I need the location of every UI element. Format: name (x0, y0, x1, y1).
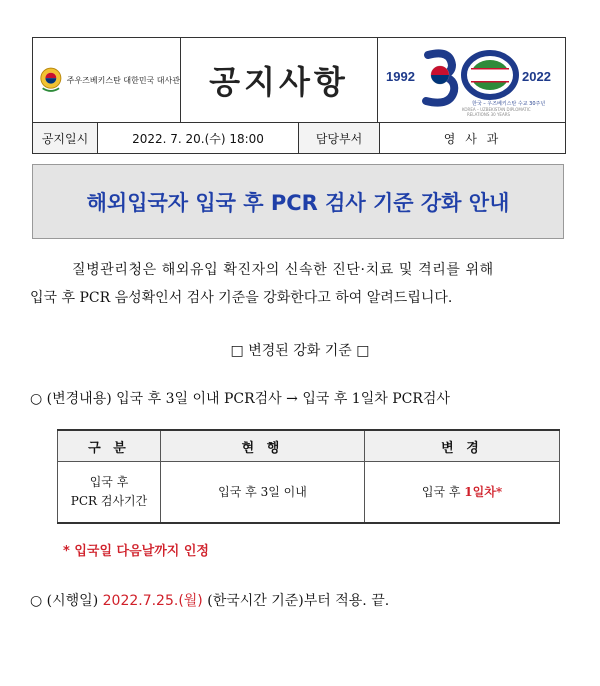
header-info-row (33, 123, 565, 153)
anniversary-caption-en: KOREA – UZBEKISTAN DIPLOMATIC (461, 107, 531, 112)
intro-paragraph (30, 256, 576, 312)
dept-value: 영 사 과 (443, 131, 502, 146)
table-row (58, 462, 560, 524)
title-cell (181, 38, 378, 122)
changed-prefix: 입국 후 (421, 484, 465, 499)
effective-date-line (30, 590, 389, 610)
header-changed: 변 경 (365, 430, 560, 462)
intro-line-1: 질병관리청은 해외유입 확진자의 신속한 진단·치료 및 격리를 위해 (72, 262, 494, 278)
header-category: 구 분 (58, 430, 161, 462)
notice-title: 공지사항 (209, 63, 349, 101)
section-subhead: □ 변경된 강화 기준 □ (230, 343, 370, 359)
effective-suffix: (한국시간 기준)부터 적용. 끝. (202, 593, 390, 609)
embassy-name: 주우즈베키스탄 대한민국 대사관 (66, 75, 180, 85)
dept-label: 담당부서 (299, 123, 380, 153)
intro-line-2: 입국 후 PCR 음성확인서 검사 기준을 강화한다고 하여 알려드립니다. (30, 290, 453, 306)
date-label: 공지일시 (33, 123, 98, 153)
year-start: 1992 (385, 69, 415, 84)
date-value: 2022. 7. 20.(수) 18:00 (98, 123, 299, 153)
effective-prefix: ○ (시행일) (30, 593, 103, 609)
banner-title: 해외입국자 입국 후 PCR 검사 기준 강화 안내 (86, 190, 510, 215)
changed-highlight: 1일차* (464, 484, 503, 499)
comparison-table (57, 429, 560, 524)
category-line-2: PCR 검사기간 (70, 494, 148, 508)
cell-current: 입국 후 3일 이내 (161, 462, 365, 524)
embassy-cell (33, 38, 181, 122)
footnote: * 입국일 다음날까지 인정 (63, 544, 209, 559)
cell-changed (365, 462, 560, 524)
anniversary-caption: 한국 – 우즈베키스탄 수교 30주년 (471, 101, 545, 107)
header-current: 현 행 (161, 430, 365, 462)
title-banner (32, 164, 564, 239)
notice-header (32, 37, 566, 154)
category-line-1: 입국 후 (89, 475, 129, 489)
change-summary: ○ (변경내용) 입국 후 3일 이내 PCR검사 → 입국 후 1일차 PCR검사 (30, 391, 450, 407)
cell-category (58, 462, 161, 524)
table-header-row (58, 430, 560, 462)
anniversary-logo-graphic (382, 41, 562, 119)
anniversary-caption-en2: RELATIONS 30 YEARS (466, 112, 510, 117)
embassy-emblem-icon (39, 65, 63, 95)
header-top-row (33, 38, 565, 123)
year-end: 2022 (521, 69, 551, 84)
anniversary-logo (378, 38, 565, 122)
effective-date: 2022.7.25.(월) (102, 593, 203, 609)
